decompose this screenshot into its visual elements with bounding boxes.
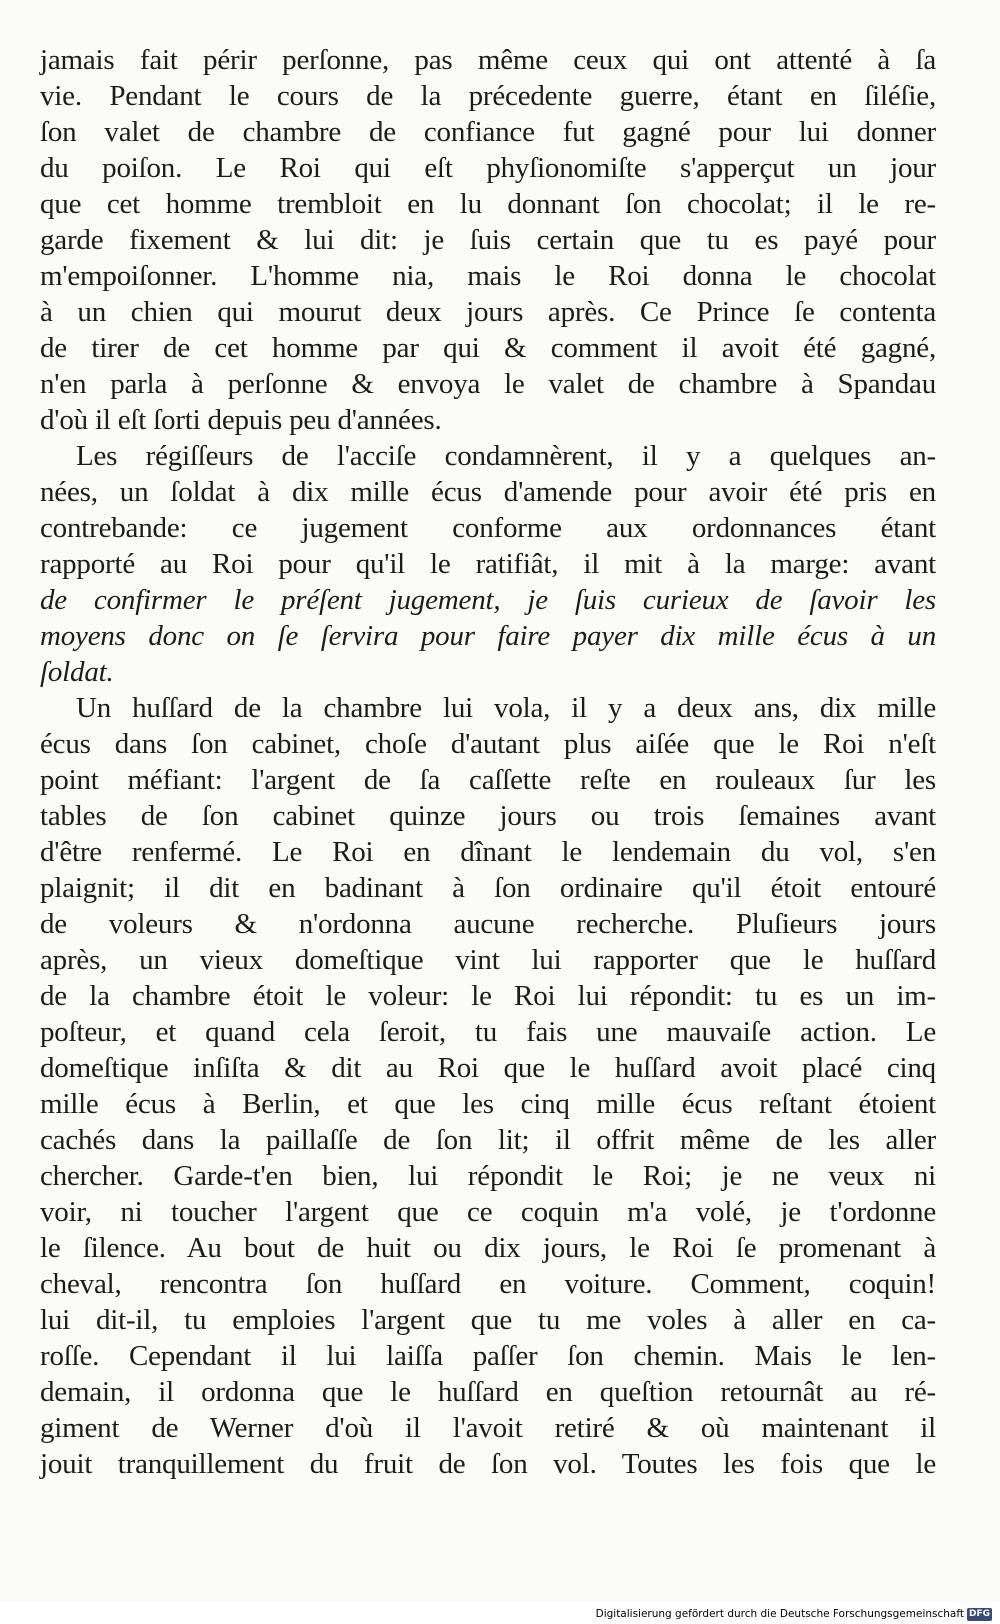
text-line-3: ſon valet de chambre de confiance fut gagné pour lui donner: [40, 116, 936, 148]
text-line-24: plaignit; il dit en badinant à ſon ordinaire qu'il étoit entouré: [40, 872, 936, 904]
text-line-31: cachés dans la paillaſſe de ſon lit; il offrit même de les aller: [40, 1124, 936, 1156]
text-line-23: d'être renfermé. Le Roi en dînant le lendemain du vol, s'en: [40, 836, 936, 868]
text-line-33: voir, ni toucher l'argent que ce coquin m'a volé, je t'ordonne: [40, 1196, 936, 1228]
text-line-34: le ſilence. Au bout de huit ou dix jours, le Roi ſe promenant à: [40, 1232, 936, 1264]
text-line-38: demain, il ordonna que le huſſard en queſtion retournât au ré-: [40, 1376, 936, 1408]
text-line-30: mille écus à Berlin, et que les cinq mille écus reſtant étoient: [40, 1088, 936, 1120]
text-line-2: vie. Pendant le cours de la précedente guerre, étant en ſiléſie,: [40, 80, 936, 112]
text-line-35: cheval, rencontra ſon huſſard en voiture. Comment, coquin!: [40, 1268, 936, 1300]
text-line-40: jouit tranquillement du fruit de ſon vol. Toutes les fois que le: [40, 1448, 936, 1480]
text-line-10: n'en parla à perſonne & envoya le valet de chambre à Spandau: [40, 368, 936, 400]
text-line-39: giment de Werner d'où il l'avoit retiré & où maintenant il: [40, 1412, 936, 1444]
text-line-29: domeſtique inſiſta & dit au Roi que le huſſard avoit placé cinq: [40, 1052, 936, 1084]
digitization-footer: [0, 1602, 1000, 1624]
text-line-9: de tirer de cet homme par qui & comment il avoit été gagné,: [40, 332, 936, 364]
text-line-11: d'où il eſt ſorti depuis peu d'années.: [40, 404, 442, 436]
text-line-17: moyens donc on ſe ſervira pour faire payer dix mille écus à un: [40, 620, 936, 652]
text-line-16: de confirmer le préſent jugement, je ſuis curieux de ſavoir les: [40, 584, 936, 616]
text-line-8: à un chien qui mourut deux jours après. Ce Prince ſe contenta: [40, 296, 936, 328]
text-line-20: écus dans ſon cabinet, choſe d'autant plus aiſée que le Roi n'eſt: [40, 728, 936, 760]
text-line-19: Un huſſard de la chambre lui vola, il y a deux ans, dix mille: [76, 692, 936, 724]
text-line-12: Les régiſſeurs de l'acciſe condamnèrent, il y a quelques an-: [76, 440, 936, 472]
text-line-27: de la chambre étoit le voleur: le Roi lui répondit: tu es un im-: [40, 980, 936, 1012]
text-line-37: roſſe. Cependant il lui laiſſa paſſer ſon chemin. Mais le len-: [40, 1340, 936, 1372]
text-line-18: ſoldat.: [40, 656, 114, 688]
text-line-7: m'empoiſonner. L'homme nia, mais le Roi donna le chocolat: [40, 260, 936, 292]
text-line-28: poſteur, et quand cela ſeroit, tu fais une mauvaiſe action. Le: [40, 1016, 936, 1048]
dfg-logo-icon: DFG: [968, 1609, 990, 1619]
text-line-25: de voleurs & n'ordonna aucune recherche. Pluſieurs jours: [40, 908, 936, 940]
text-line-15: rapporté au Roi pour qu'il le ratifiât, il mit à la marge: avant: [40, 548, 936, 580]
text-line-22: tables de ſon cabinet quinze jours ou trois ſemaines avant: [40, 800, 936, 832]
page-body-text: [40, 42, 936, 1482]
text-line-14: contrebande: ce jugement conforme aux ordonnances étant: [40, 512, 936, 544]
text-line-13: nées, un ſoldat à dix mille écus d'amende pour avoir été pris en: [40, 476, 936, 508]
text-line-26: après, un vieux domeſtique vint lui rapporter que le huſſard: [40, 944, 936, 976]
text-line-4: du poiſon. Le Roi qui eſt phyſionomiſte s'apperçut un jour: [40, 152, 936, 184]
text-line-21: point méfiant: l'argent de ſa caſſette reſte en rouleaux ſur les: [40, 764, 936, 796]
text-line-6: garde fixement & lui dit: je ſuis certain que tu es payé pour: [40, 224, 936, 256]
text-line-1: jamais fait périr perſonne, pas même ceux qui ont attenté à ſa: [40, 44, 936, 76]
text-line-32: chercher. Garde-t'en bien, lui répondit le Roi; je ne veux ni: [40, 1160, 936, 1192]
text-line-36: lui dit-il, tu emploies l'argent que tu me voles à aller en ca-: [40, 1304, 936, 1336]
text-line-5: que cet homme trembloit en lu donnant ſon chocolat; il le re-: [40, 188, 936, 220]
funding-credit: Digitalisierung gefördert durch die Deutsche Forschungsgemeinschaft: [595, 1608, 964, 1620]
